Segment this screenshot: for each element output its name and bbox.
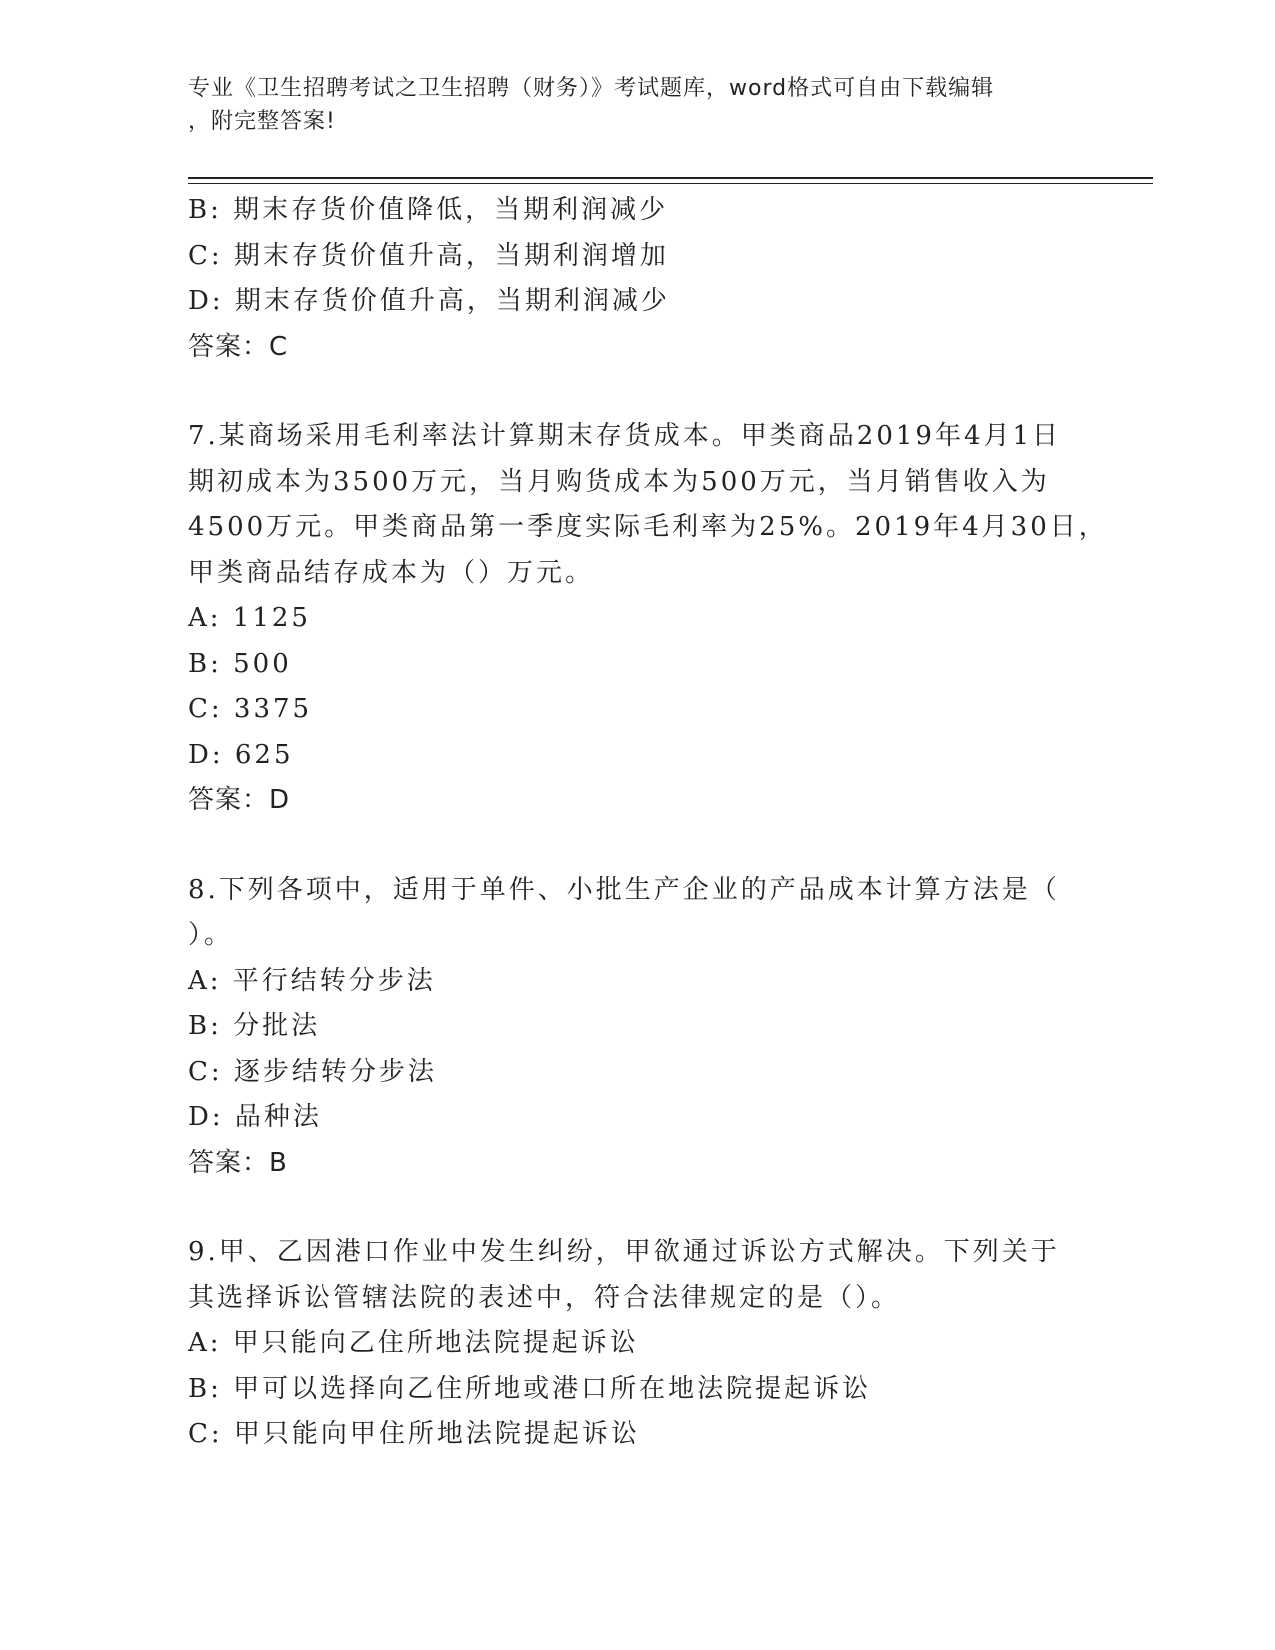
question-text-line: 9.甲、乙因港口作业中发生纠纷，甲欲通过诉讼方式解决。下列关于 bbox=[188, 1237, 1060, 1267]
question-text-line: 其选择诉讼管辖法院的表述中，符合法律规定的是（）。 bbox=[188, 1282, 901, 1313]
question-list bbox=[188, 188, 1108, 1458]
question-text-line: 期初成本为3500万元，当月购货成本为500万元，当月销售收入为 bbox=[188, 466, 1050, 497]
option-b: B: 500 bbox=[188, 648, 292, 679]
answer-line: 答案：D bbox=[188, 785, 291, 815]
header-rule-thick bbox=[188, 177, 1153, 179]
question-6-tail bbox=[188, 188, 1078, 370]
question-text-line: 8.下列各项中，适用于单件、小批生产企业的产品成本计算方法是（ bbox=[188, 874, 1060, 905]
header-line-2: ，附完整答案! bbox=[188, 109, 336, 134]
option-c: C: 期末存货价值升高，当期利润增加 bbox=[188, 240, 669, 271]
header-line-1: 专业《卫生招聘考试之卫生招聘（财务）》考试题库，word格式可自由下载编辑 bbox=[188, 76, 995, 101]
option-c: C: 3375 bbox=[188, 694, 313, 724]
question-8 bbox=[188, 868, 1078, 1187]
option-b: B: 甲可以选择向乙住所地或港口所在地法院提起诉讼 bbox=[188, 1373, 872, 1404]
option-c: C: 逐步结转分步法 bbox=[188, 1056, 437, 1087]
option-b: B: 分批法 bbox=[188, 1011, 321, 1041]
question-7 bbox=[188, 414, 1108, 824]
document-header bbox=[188, 72, 1068, 138]
answer-line: 答案：B bbox=[188, 1147, 288, 1178]
question-text-line: 7.某商场采用毛利率法计算期末存货成本。甲类商品2019年4月1日 bbox=[188, 421, 1062, 451]
question-text-line: 甲类商品结存成本为（）万元。 bbox=[188, 557, 595, 588]
option-d: D: 期末存货价值升高，当期利润减少 bbox=[188, 286, 670, 316]
option-a: A: 甲只能向乙住所地法院提起诉讼 bbox=[188, 1328, 639, 1358]
question-9 bbox=[188, 1230, 1078, 1458]
question-text-line: ）。 bbox=[188, 920, 234, 950]
option-a: A: 平行结转分步法 bbox=[188, 965, 436, 996]
option-a: A: 1125 bbox=[188, 603, 311, 633]
option-d: D: 625 bbox=[188, 739, 294, 770]
option-d: D: 品种法 bbox=[188, 1102, 322, 1132]
option-b: B: 期末存货价值降低，当期利润减少 bbox=[188, 195, 669, 225]
answer-line: 答案：C bbox=[188, 331, 289, 362]
question-text-line: 4500万元。甲类商品第一季度实际毛利率为25%。2019年4月30日， bbox=[188, 512, 1108, 542]
option-c: C: 甲只能向甲住所地法院提起诉讼 bbox=[188, 1419, 640, 1449]
header-rule-thin bbox=[188, 183, 1153, 184]
